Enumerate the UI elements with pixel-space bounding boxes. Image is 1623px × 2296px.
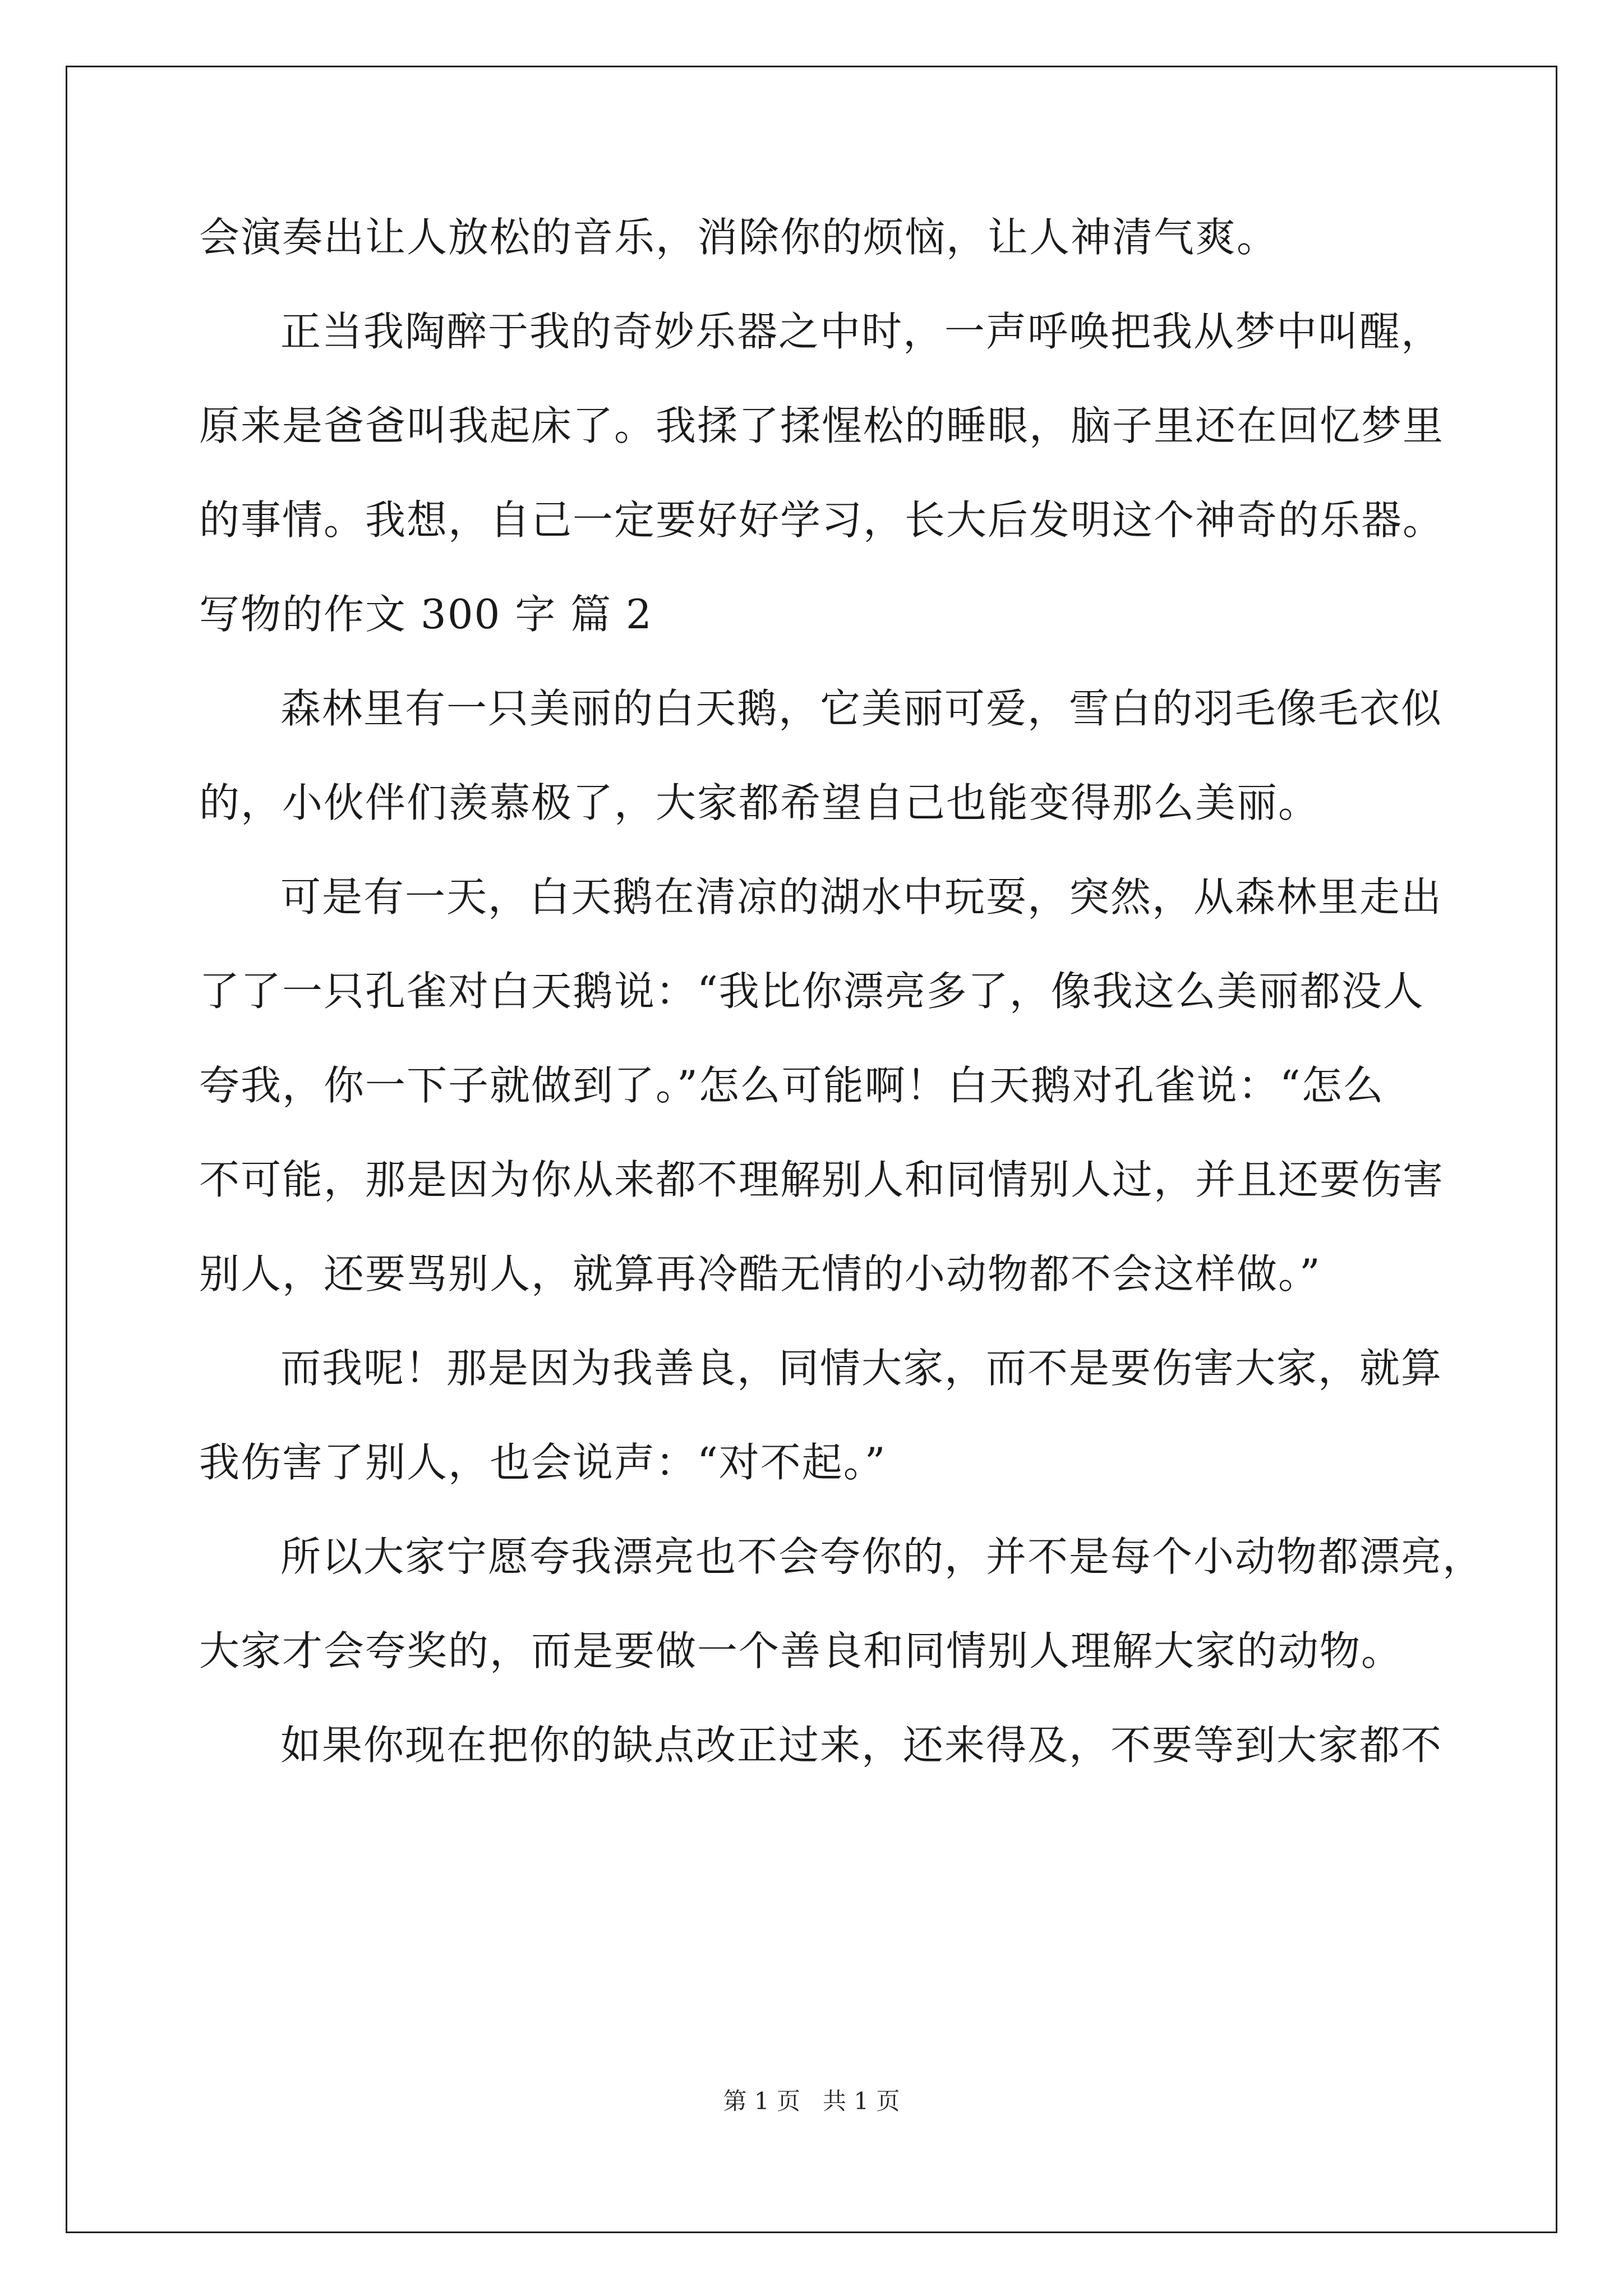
paragraph-line: 森林里有一只美丽的白天鹅，它美丽可爱，雪白的羽毛像毛衣似: [280, 685, 1443, 732]
paragraph-line: 会演奏出让人放松的音乐，消除你的烦恼，让人神清气爽。: [199, 214, 1279, 261]
paragraph-line: 正当我陶醉于我的奇妙乐器之中时，一声呼唤把我从梦中叫醒，: [280, 308, 1443, 355]
paragraph-line: 的事情。我想，自己一定要好好学习，长大后发明这个神奇的乐器。: [199, 496, 1445, 544]
section-heading: 写物的作文 300 字 篇 2: [199, 591, 653, 638]
paragraph-line: 如果你现在把你的缺点改正过来，还来得及，不要等到大家都不: [280, 1722, 1443, 1769]
page-number-footer: 第 1 页 共 1 页: [723, 2087, 900, 2115]
page-border: [66, 66, 1557, 2233]
paragraph-line: 所以大家宁愿夸我漂亮也不会夸你的，并不是每个小动物都漂亮，: [280, 1533, 1484, 1580]
paragraph-line: 大家才会夸奖的，而是要做一个善良和同情别人理解大家的动物。: [199, 1627, 1403, 1674]
paragraph-line: 的，小伙伴们羡慕极了，大家都希望自己也能变得那么美丽。: [199, 779, 1320, 826]
paragraph-line: 可是有一天，白天鹅在清凉的湖水中玩耍，突然，从森林里走出: [280, 873, 1443, 921]
paragraph-line: 而我呢！那是因为我善良，同情大家，而不是要伤害大家，就算: [280, 1345, 1443, 1392]
paragraph-line: 原来是爸爸叫我起床了。我揉了揉惺松的睡眼，脑子里还在回忆梦里: [199, 402, 1445, 449]
paragraph-line: 了了一只孔雀对白天鹅说：“我比你漂亮多了，像我这么美丽都没人: [199, 968, 1424, 1015]
paragraph-line: 不可能，那是因为你从来都不理解别人和同情别人过，并且还要伤害: [199, 1156, 1445, 1203]
paragraph-line: 我伤害了别人，也会说声：“对不起。”: [199, 1439, 887, 1486]
paragraph-line: 夸我，你一下子就做到了。”怎么可能啊！白天鹅对孔雀说：“怎么: [199, 1062, 1385, 1109]
paragraph-line: 别人，还要骂别人，就算再冷酷无情的小动物都不会这样做。”: [199, 1250, 1321, 1297]
